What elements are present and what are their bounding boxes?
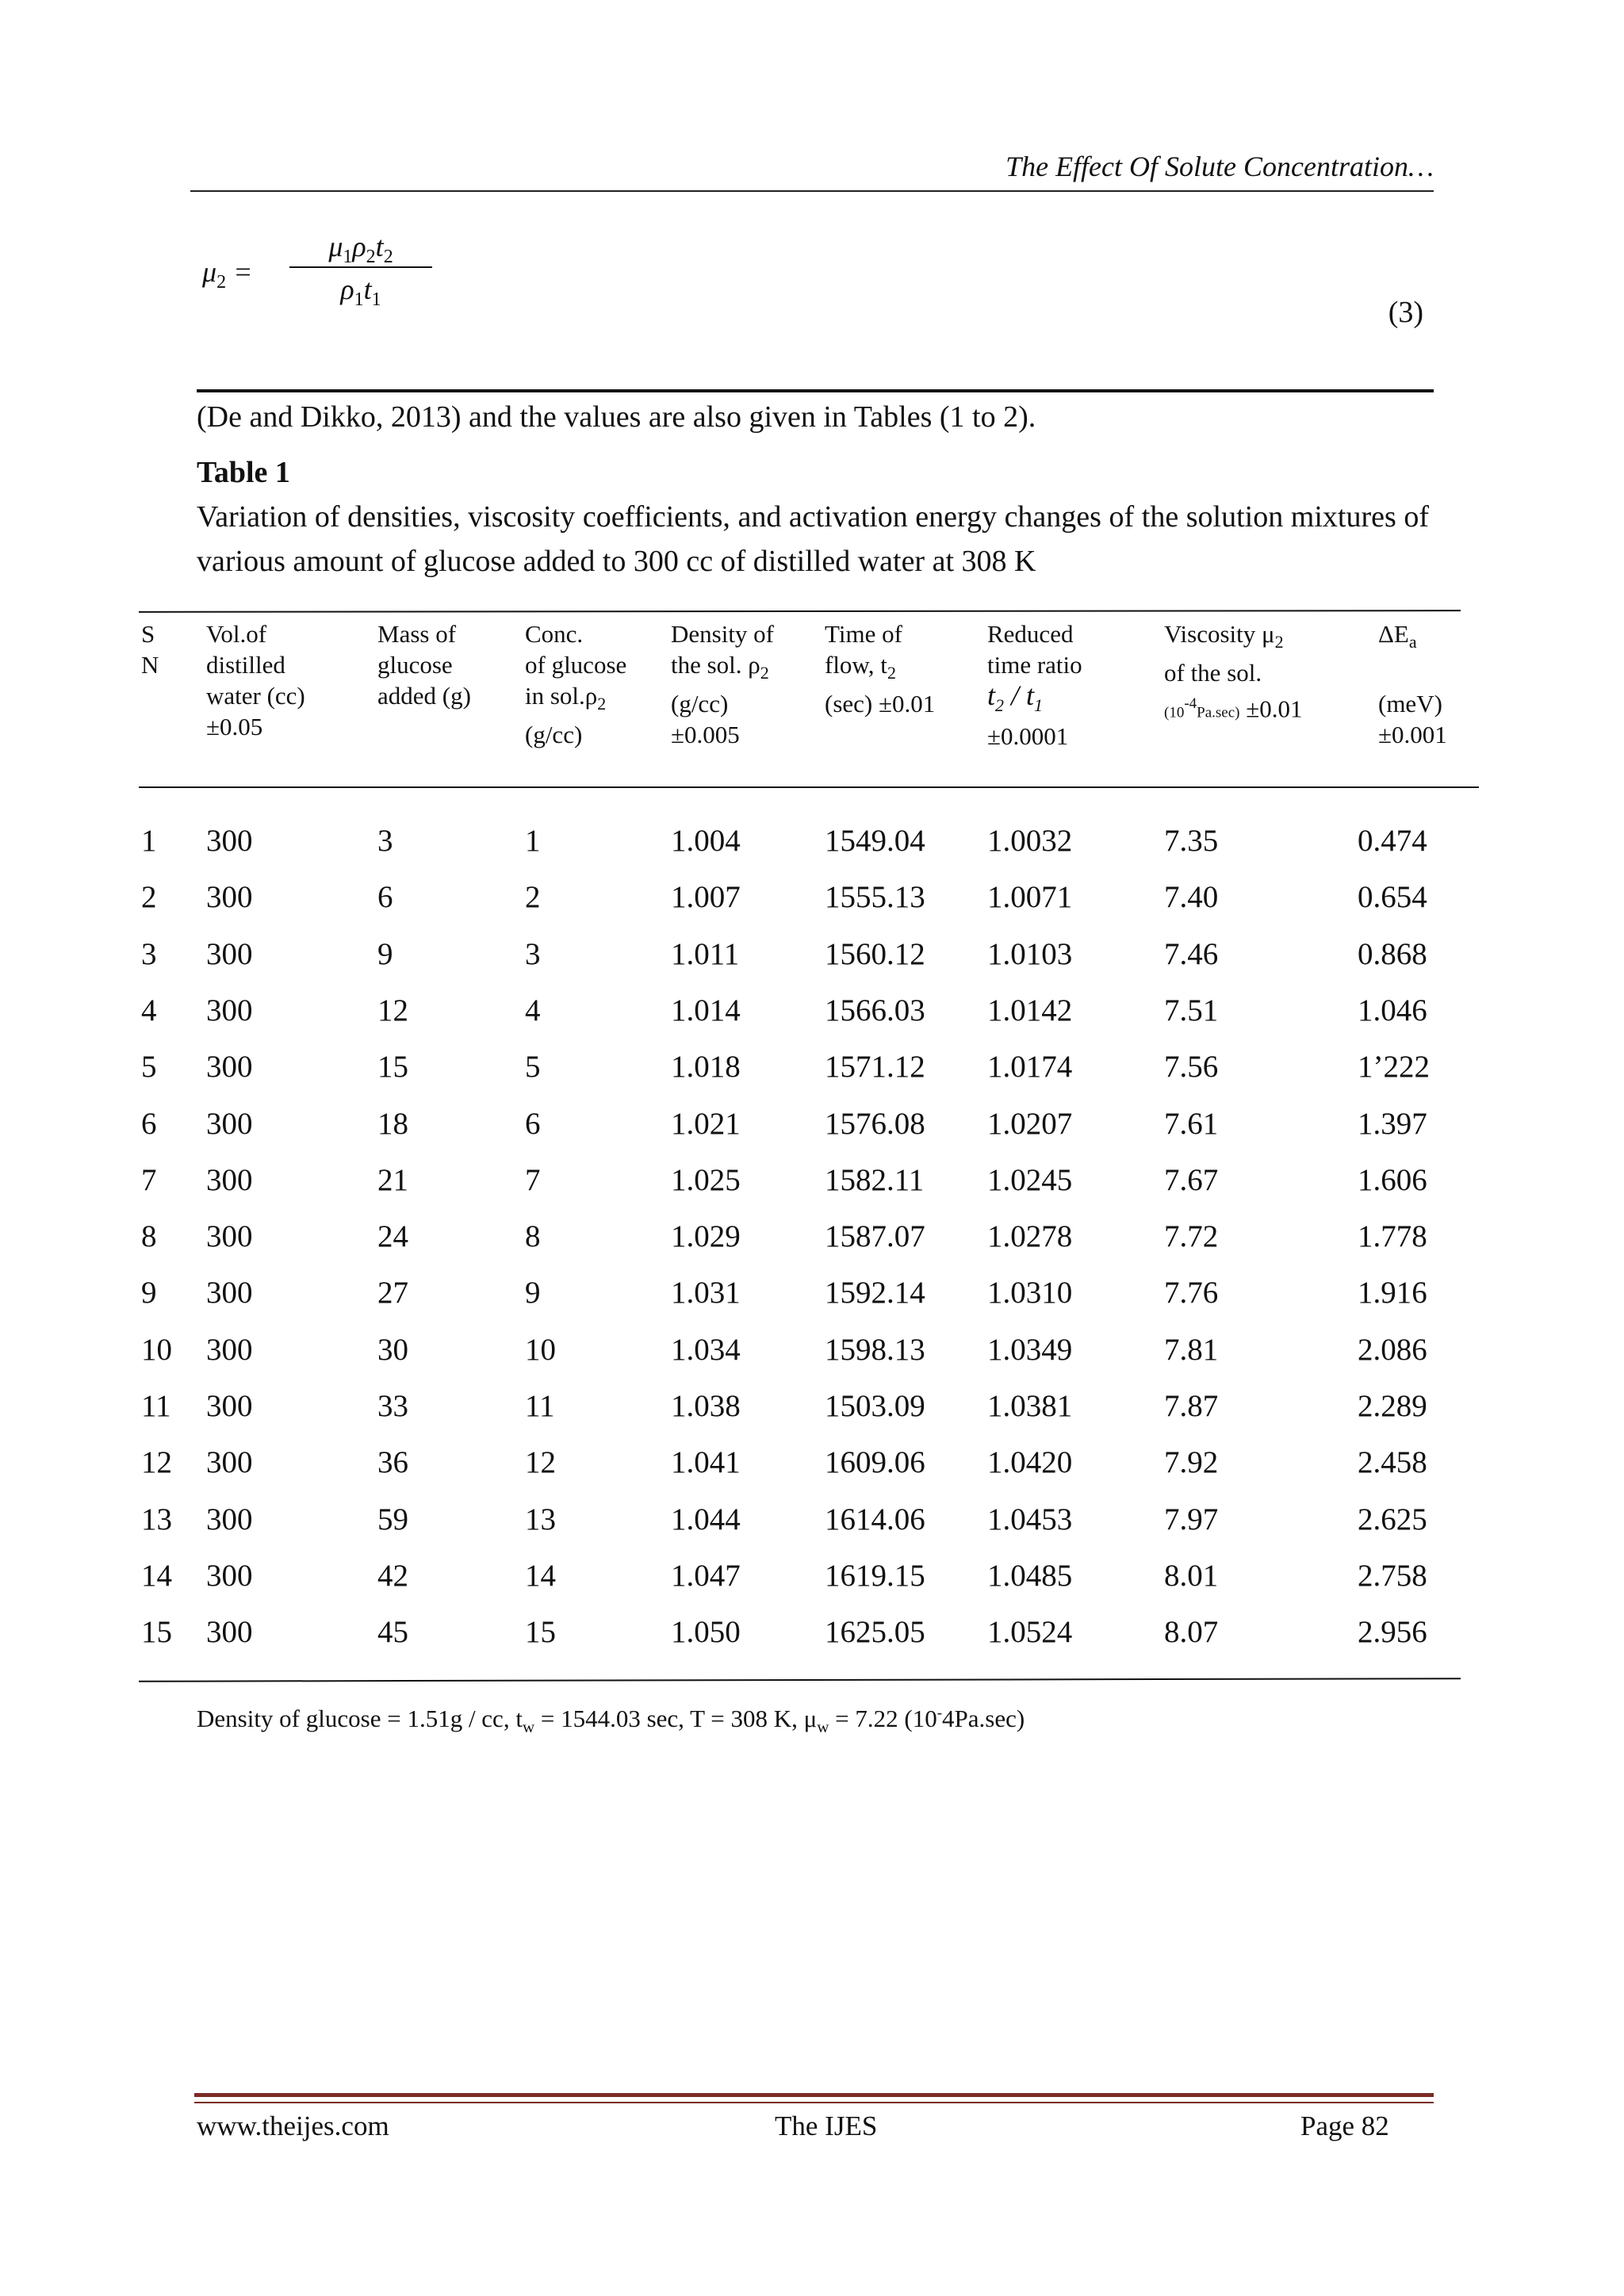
- cell-reduced-time: 1.0310: [987, 1276, 1073, 1310]
- cell-time: 1625.05: [825, 1615, 925, 1649]
- cell-activation-energy: 2.289: [1358, 1389, 1427, 1423]
- cell-mass: 15: [377, 1050, 408, 1084]
- footer-rule-thin: [194, 2102, 1434, 2103]
- header-density: Density of the sol. $\rho_2$ (g/cc) ±0.005: [671, 620, 775, 749]
- cell-reduced-time: 1.0071: [987, 880, 1073, 914]
- cell-time: 1549.04: [825, 824, 925, 858]
- table-row: [0, 1047, 1624, 1104]
- cell-reduced-time: 1.0349: [987, 1333, 1073, 1367]
- cell-sn: 13: [141, 1502, 172, 1536]
- cell-concentration: 6: [525, 1107, 541, 1141]
- footer-journal: The IJES: [775, 2110, 878, 2141]
- cell-mass: 12: [377, 993, 408, 1027]
- cell-reduced-time: 1.0453: [987, 1502, 1073, 1536]
- table-row: [0, 1500, 1624, 1557]
- equation-lhs: $\mu_2$ =: [202, 256, 253, 293]
- cell-viscosity: 7.72: [1164, 1219, 1219, 1253]
- cell-viscosity: 8.07: [1164, 1615, 1219, 1649]
- cell-time: 1592.14: [825, 1276, 925, 1310]
- cell-viscosity: 7.61: [1164, 1107, 1219, 1141]
- cell-reduced-time: 1.0174: [987, 1050, 1073, 1084]
- cell-activation-energy: 0.868: [1358, 937, 1427, 971]
- cell-concentration: 2: [525, 880, 541, 914]
- table-row: [0, 878, 1624, 935]
- cell-sn: 2: [141, 880, 157, 914]
- cell-activation-energy: 2.086: [1358, 1333, 1427, 1367]
- cell-time: 1560.12: [825, 937, 925, 971]
- cell-volume: 300: [206, 1050, 253, 1084]
- cell-volume: 300: [206, 1163, 253, 1197]
- table-header-rule: [139, 786, 1479, 788]
- cell-sn: 11: [141, 1389, 171, 1423]
- intro-paragraph: (De and Dikko, 2013) and the values are also given in Tables (1 to 2).: [197, 400, 1036, 434]
- cell-concentration: 14: [525, 1559, 556, 1593]
- cell-concentration: 15: [525, 1615, 556, 1649]
- cell-activation-energy: 1.046: [1358, 993, 1427, 1027]
- cell-concentration: 11: [525, 1389, 555, 1423]
- running-header: The Effect Of Solute Concentration…: [1005, 151, 1434, 182]
- cell-concentration: 5: [525, 1050, 541, 1084]
- equation-number: (3): [1388, 296, 1423, 329]
- cell-volume: 300: [206, 993, 253, 1027]
- cell-sn: 1: [141, 824, 157, 858]
- cell-viscosity: 7.46: [1164, 937, 1219, 971]
- time-ratio-symbol: $t_2 / t_1$: [987, 679, 1044, 716]
- cell-viscosity: 7.81: [1164, 1333, 1219, 1367]
- cell-concentration: 3: [525, 937, 541, 971]
- cell-mass: 21: [377, 1163, 408, 1197]
- cell-time: 1614.06: [825, 1502, 925, 1536]
- cell-viscosity: 7.40: [1164, 880, 1219, 914]
- cell-sn: 4: [141, 993, 157, 1027]
- cell-viscosity: 7.51: [1164, 993, 1219, 1027]
- cell-viscosity: 7.56: [1164, 1050, 1219, 1084]
- cell-time: 1503.09: [825, 1389, 925, 1423]
- cell-activation-energy: 1.397: [1358, 1107, 1427, 1141]
- header-rule: [190, 190, 1434, 192]
- footer-rule: [194, 2093, 1434, 2097]
- cell-concentration: 1: [525, 824, 541, 858]
- equation-denominator: $\rho_1t_1$: [340, 274, 381, 311]
- cell-viscosity: 7.92: [1164, 1445, 1219, 1479]
- cell-reduced-time: 1.0278: [987, 1219, 1073, 1253]
- cell-activation-energy: 0.654: [1358, 880, 1427, 914]
- footer-page-number: Page 82: [1300, 2110, 1389, 2141]
- cell-activation-energy: 2.458: [1358, 1445, 1427, 1479]
- cell-mass: 30: [377, 1333, 408, 1367]
- fraction-bar: [289, 266, 432, 268]
- cell-time: 1566.03: [825, 993, 925, 1027]
- cell-concentration: 7: [525, 1163, 541, 1197]
- cell-sn: 7: [141, 1163, 157, 1197]
- cell-activation-energy: 1.916: [1358, 1276, 1427, 1310]
- cell-density: 1.047: [671, 1559, 741, 1593]
- cell-activation-energy: 1.606: [1358, 1163, 1427, 1197]
- cell-density: 1.021: [671, 1107, 741, 1141]
- cell-time: 1582.11: [825, 1163, 925, 1197]
- table-row: [0, 991, 1624, 1048]
- cell-viscosity: 7.76: [1164, 1276, 1219, 1310]
- cell-time: 1598.13: [825, 1333, 925, 1367]
- cell-volume: 300: [206, 937, 253, 971]
- cell-reduced-time: 1.0420: [987, 1445, 1073, 1479]
- cell-sn: 3: [141, 937, 157, 971]
- equation-numerator: $\mu_1\rho_2t_2$: [328, 231, 393, 268]
- cell-density: 1.041: [671, 1445, 741, 1479]
- cell-volume: 300: [206, 824, 253, 858]
- cell-density: 1.007: [671, 880, 741, 914]
- cell-time: 1609.06: [825, 1445, 925, 1479]
- cell-density: 1.004: [671, 824, 741, 858]
- cell-viscosity: 7.97: [1164, 1502, 1219, 1536]
- table-row: [0, 821, 1624, 878]
- cell-activation-energy: 0.474: [1358, 824, 1427, 858]
- cell-mass: 6: [377, 880, 393, 914]
- cell-sn: 14: [141, 1559, 172, 1593]
- cell-volume: 300: [206, 1615, 253, 1649]
- cell-time: 1576.08: [825, 1107, 925, 1141]
- table-row: [0, 1161, 1624, 1218]
- section-rule: [197, 389, 1434, 392]
- header-mass: Mass of glucose added (g): [377, 620, 471, 710]
- footer-website-link[interactable]: www.theijes.com: [197, 2110, 389, 2141]
- cell-viscosity: 7.87: [1164, 1389, 1219, 1423]
- cell-reduced-time: 1.0245: [987, 1163, 1073, 1197]
- table-row: [0, 1443, 1624, 1500]
- cell-concentration: 8: [525, 1219, 541, 1253]
- cell-density: 1.011: [671, 937, 740, 971]
- header-concentration: Conc. of glucose in $sol.\rho_2$ (g/cc): [525, 620, 627, 749]
- cell-density: 1.038: [671, 1389, 741, 1423]
- header-reduced-time: Reduced time ratio $t_2 / t_1$ ±0.0001: [987, 620, 1082, 751]
- equation-fraction: [289, 230, 432, 311]
- cell-mass: 9: [377, 937, 393, 971]
- cell-time: 1571.12: [825, 1050, 925, 1084]
- cell-density: 1.050: [671, 1615, 741, 1649]
- cell-mass: 33: [377, 1389, 408, 1423]
- header-sn: S N: [141, 620, 159, 679]
- cell-activation-energy: 1.778: [1358, 1219, 1427, 1253]
- cell-reduced-time: 1.0524: [987, 1615, 1073, 1649]
- cell-density: 1.018: [671, 1050, 741, 1084]
- cell-activation-energy: 1’222: [1358, 1050, 1430, 1084]
- cell-mass: 3: [377, 824, 393, 858]
- cell-volume: 300: [206, 1559, 253, 1593]
- table-top-rule: [139, 610, 1461, 613]
- cell-density: 1.025: [671, 1163, 741, 1197]
- cell-reduced-time: 1.0032: [987, 824, 1073, 858]
- cell-mass: 42: [377, 1559, 408, 1593]
- cell-reduced-time: 1.0381: [987, 1389, 1073, 1423]
- cell-concentration: 12: [525, 1445, 556, 1479]
- cell-sn: 5: [141, 1050, 157, 1084]
- table-row: [0, 1613, 1624, 1670]
- cell-reduced-time: 1.0142: [987, 993, 1073, 1027]
- cell-activation-energy: 2.625: [1358, 1502, 1427, 1536]
- cell-activation-energy: 2.956: [1358, 1615, 1427, 1649]
- header-activation-energy: $\Delta E_a$ (meV) ±0.001: [1378, 620, 1447, 749]
- cell-volume: 300: [206, 1276, 253, 1310]
- cell-density: 1.034: [671, 1333, 741, 1367]
- cell-viscosity: 7.35: [1164, 824, 1219, 858]
- cell-volume: 300: [206, 1389, 253, 1423]
- cell-density: 1.029: [671, 1219, 741, 1253]
- cell-time: 1587.07: [825, 1219, 925, 1253]
- cell-concentration: 13: [525, 1502, 556, 1536]
- table-row: [0, 1104, 1624, 1161]
- table-row: [0, 935, 1624, 992]
- cell-sn: 12: [141, 1445, 172, 1479]
- table-footnote: Density of glucose = 1.51g / cc, $t_w = 1544.03$ sec, T = 308 K, $\mu_w = 7.22$ (10-4Pa.sec): [197, 1705, 1025, 1737]
- cell-viscosity: 7.67: [1164, 1163, 1219, 1197]
- table-row: [0, 1387, 1624, 1444]
- cell-density: 1.014: [671, 993, 741, 1027]
- cell-volume: 300: [206, 1219, 253, 1253]
- cell-sn: 6: [141, 1107, 157, 1141]
- cell-concentration: 10: [525, 1333, 556, 1367]
- cell-volume: 300: [206, 1502, 253, 1536]
- header-volume: Vol.of distilled water (cc) ±0.05: [206, 620, 305, 740]
- table-row: [0, 1217, 1624, 1274]
- table-bottom-rule: [139, 1678, 1461, 1682]
- cell-time: 1619.15: [825, 1559, 925, 1593]
- cell-density: 1.044: [671, 1502, 741, 1536]
- table-label: Table 1: [197, 456, 290, 489]
- cell-mass: 24: [377, 1219, 408, 1253]
- cell-viscosity: 8.01: [1164, 1559, 1219, 1593]
- cell-reduced-time: 1.0103: [987, 937, 1073, 971]
- cell-concentration: 9: [525, 1276, 541, 1310]
- cell-mass: 59: [377, 1502, 408, 1536]
- header-time-of-flow: Time of flow, $t_2$ (sec) ±0.01: [825, 620, 936, 718]
- cell-reduced-time: 1.0207: [987, 1107, 1073, 1141]
- cell-sn: 8: [141, 1219, 157, 1253]
- cell-volume: 300: [206, 1107, 253, 1141]
- table-row: [0, 1556, 1624, 1613]
- header-viscosity: Viscosity $\mu_2$ of the sol. $(10^{-4}Pa.\sec) \pm 0.01$: [1164, 620, 1303, 723]
- table-row: [0, 1330, 1624, 1387]
- cell-volume: 300: [206, 1445, 253, 1479]
- cell-activation-energy: 2.758: [1358, 1559, 1427, 1593]
- cell-mass: 45: [377, 1615, 408, 1649]
- cell-density: 1.031: [671, 1276, 741, 1310]
- cell-reduced-time: 1.0485: [987, 1559, 1073, 1593]
- cell-sn: 9: [141, 1276, 157, 1310]
- cell-volume: 300: [206, 1333, 253, 1367]
- cell-concentration: 4: [525, 993, 541, 1027]
- cell-sn: 15: [141, 1615, 172, 1649]
- cell-mass: 18: [377, 1107, 408, 1141]
- table-caption: Variation of densities, viscosity coefficients, and activation energy changes of the solution mixtures of various amount of glucose added to 300 cc of distilled water at 308 K: [197, 500, 1429, 578]
- table-row: [0, 1273, 1624, 1330]
- cell-mass: 36: [377, 1445, 408, 1479]
- cell-mass: 27: [377, 1276, 408, 1310]
- cell-sn: 10: [141, 1333, 172, 1367]
- cell-time: 1555.13: [825, 880, 925, 914]
- cell-volume: 300: [206, 880, 253, 914]
